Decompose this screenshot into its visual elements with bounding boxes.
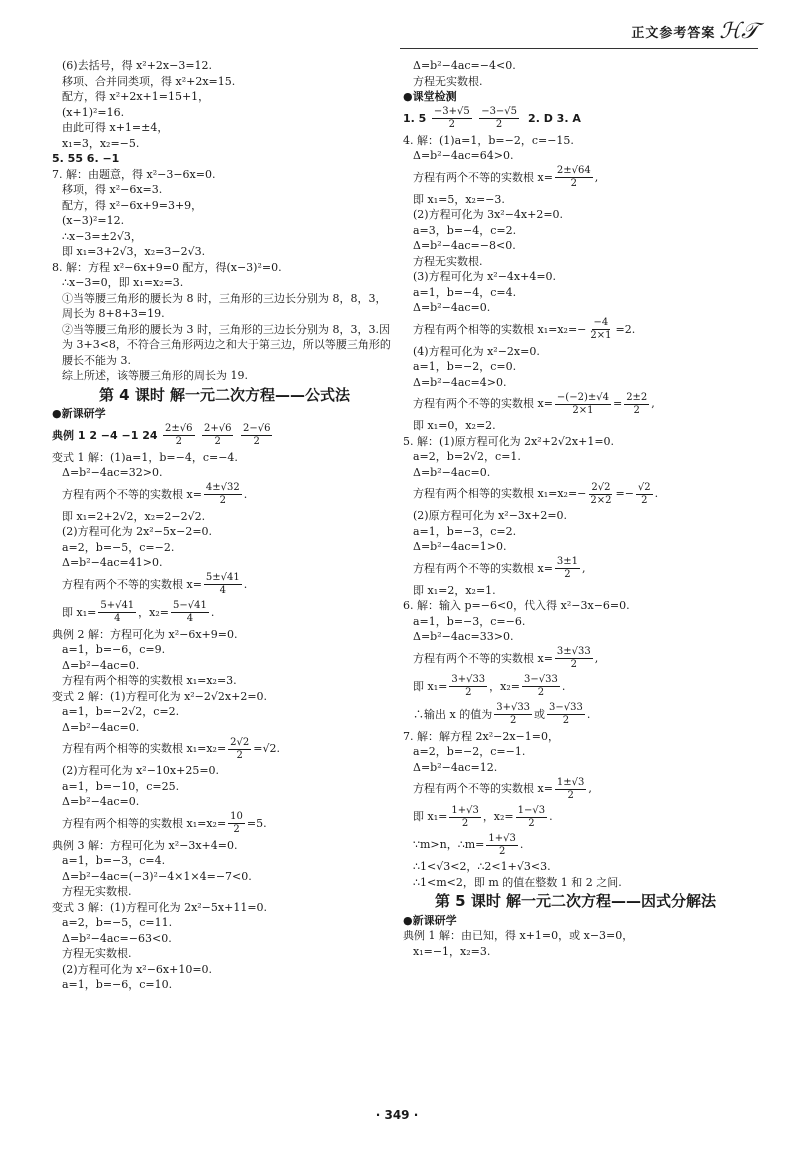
text-line: a=2，b=2√2，c=1. <box>413 450 521 463</box>
brand-logo-icon: ℋ𝒯 <box>719 18 758 44</box>
text-line: 即 x₁=5，x₂=−3. <box>413 192 505 206</box>
fraction: $\frac{2√2}{2\times 2}$ <box>590 481 612 506</box>
formula-line: 方程有两个相等的实数根 x₁=x₂=− $\frac{-4}{2\times 1}$ =2. <box>413 317 636 341</box>
page-number: · 349 · <box>375 1108 419 1122</box>
text-line: a=1，b=−3，c=2. <box>413 524 517 538</box>
variant-line: 变式 3 解：(1)方程可化为 2x²−5x+11=0. <box>52 900 268 914</box>
text-line: Δ=b²−4ac=(−3)²−4×1×4=−7<0. <box>62 869 252 883</box>
text-line: a=1，b=−6，c=9. <box>62 643 166 656</box>
text-line: a=1，b=−6，c=10. <box>62 978 173 991</box>
header-rule <box>400 48 758 49</box>
left-column <box>52 58 397 993</box>
answer-line: 1. 5 $\frac{-3+√5}{2}$ $\frac{-3-√5}{2}$ 2. D 3. A <box>403 106 581 130</box>
formula-line: ∴输出 x 的值为 $\frac{3+√33}{2}$ 或 $\frac{3-√33}{2}$ . <box>413 702 591 726</box>
fraction: $\frac{2√2}{2}$ <box>230 736 250 761</box>
formula-line: ∵m>n，∴m= $\frac{1+√3}{2}$ . <box>413 832 524 857</box>
fraction: $\frac{4\pm√32}{2}$ <box>205 482 240 506</box>
answer-line: 8. 解：方程 x²−6x+9=0 配方，得(x−3)²=0. <box>52 260 282 274</box>
text-line: ∴1<m<2，即 m 的值在整数 1 和 2 之间. <box>413 875 622 889</box>
fraction: $\frac{2\pm√6}{2}$ <box>165 423 193 447</box>
fraction: $\frac{3\pm 1}{2}$ <box>556 556 579 580</box>
text-line: Δ=b²−4ac=0. <box>62 720 140 734</box>
formula-line: 即 x₁= $\frac{5+√41}{4}$ ，x₂= $\frac{5-√41}{4}$ . <box>62 600 215 624</box>
section-title: 第 5 课时 解一元二次方程——因式分解法 <box>434 892 717 910</box>
subsection-title: ●新课研学 <box>403 913 457 927</box>
text-line: (2)方程可化为 x²−10x+25=0. <box>62 764 220 777</box>
text-line: Δ=b²−4ac=−63<0. <box>62 931 172 945</box>
text-line: a=3，b=−4，c=2. <box>413 223 517 237</box>
text-line: (x−3)²=12. <box>62 214 125 227</box>
answer-line: 5. 55 6. −1 <box>52 152 120 165</box>
text-line: (3)方程可化为 x²−4x+4=0. <box>413 270 557 283</box>
header-title: 正文参考答案 <box>631 25 716 41</box>
text-line: a=2，b=−2，c=−1. <box>413 745 526 758</box>
fraction: $\frac{1-√3}{2}$ <box>517 804 546 829</box>
text-line: Δ=b²−4ac=12. <box>413 760 498 774</box>
text-line: ∴1<√3<2，∴2<1+√3<3. <box>413 860 551 873</box>
answer-line: 5. 解：(1)原方程可化为 2x²+2√2x+1=0. <box>403 434 615 448</box>
formula-line: 方程有两个相等的实数根 x₁=x₂= $\frac{2√2}{2}$ =√2. <box>62 736 280 761</box>
text-line: (6)去括号，得 x²+2x−3=12. <box>62 59 213 72</box>
text-line: Δ=b²−4ac=−4<0. <box>413 59 516 72</box>
fraction: $\frac{3-√33}{2}$ <box>524 674 558 698</box>
fraction: $\frac{1+√3}{2}$ <box>451 804 479 829</box>
text-line: 移项，得 x²−6x=3. <box>62 183 163 196</box>
text-line: 综上所述，该等腰三角形的周长为 19. <box>62 369 248 382</box>
fraction: $\frac{3\pm√33}{2}$ <box>556 646 591 670</box>
text-line: 配方，得 x²+2x+1=15+1， <box>62 90 210 103</box>
answer-line: 7. 解：解方程 2x²−2x−1=0， <box>403 729 559 743</box>
text-line: Δ=b²−4ac=0. <box>413 301 491 314</box>
variant-line: 变式 2 解：(1)方程可化为 x²−2√2x+2=0. <box>52 689 268 703</box>
example-text: 典例 1 2 −4 −1 24 <box>52 428 158 442</box>
page-header <box>631 14 758 48</box>
text-line: Δ=b²−4ac=0. <box>413 465 491 479</box>
formula-line: 方程有两个不等的实数根 x= $\frac{3\pm 1}{2}$ , <box>413 556 586 580</box>
fraction: $\frac{√2}{2}$ <box>637 481 651 506</box>
text-line: 即 x₁=2，x₂=1. <box>413 583 496 597</box>
fraction: $\frac{1+√3}{2}$ <box>488 832 516 857</box>
text-line: (2)方程可化为 2x²−5x−2=0. <box>62 525 213 538</box>
answer-line: 7. 解：由题意，得 x²−3−6x=0. <box>52 167 216 181</box>
text-line: (4)方程可化为 x²−2x=0. <box>413 344 540 358</box>
subsection-title: ●课堂检测 <box>403 90 457 103</box>
text-line: Δ=b²−4ac=0. <box>62 795 140 808</box>
text-line: ∴x−3=0，即 x₁=x₂=3. <box>62 276 184 289</box>
fraction: $\frac{3-√33}{2}$ <box>549 702 583 726</box>
text-line: Δ=b²−4ac=1>0. <box>413 540 507 553</box>
text-line: 方程无实数根. <box>413 74 483 88</box>
text-line: (2)原方程可化为 x²−3x+2=0. <box>413 509 568 522</box>
fraction: $\frac{2\pm√64}{2}$ <box>556 165 591 189</box>
fraction: $\frac{-4}{2\times 1}$ <box>590 317 612 341</box>
example-line: 典例 1 解：由已知，得 x+1=0，或 x−3=0， <box>403 929 634 942</box>
text-line: ∴x−3=±2√3， <box>62 229 142 243</box>
text-line: (x+1)²=16. <box>62 105 125 119</box>
text-line: 移项、合并同类项，得 x²+2x=15. <box>62 74 236 88</box>
formula-line: 方程有两个相等的实数根 x₁=x₂= $\frac{10}{2}$ =5. <box>62 811 267 835</box>
text-line: a=1，b=−2，c=0. <box>413 360 517 373</box>
text-line: x₁=3，x₂=−5. <box>62 136 140 150</box>
fraction: $\frac{10}{2}$ <box>230 811 243 835</box>
section-title: 第 4 课时 解一元二次方程——公式法 <box>98 385 351 404</box>
text-line: a=1，b=−4，c=4. <box>413 285 517 299</box>
text-line: a=2，b=−5，c=11. <box>62 916 173 929</box>
text-line: a=1，b=−10，c=25. <box>62 779 180 793</box>
fraction: $\frac{1\pm√3}{2}$ <box>556 776 585 801</box>
text-line: 方程有两个相等的实数根 x₁=x₂=3. <box>62 674 237 687</box>
text-line: Δ=b²−4ac=4>0. <box>413 375 507 389</box>
text-line: a=1，b=−3，c=4. <box>62 854 166 867</box>
formula-line: 方程有两个不等的实数根 x= $\frac{3\pm√33}{2}$ , <box>413 646 599 670</box>
fraction: $\frac{5+√41}{4}$ <box>100 600 135 624</box>
text-line: Δ=b²−4ac=0. <box>62 658 140 672</box>
text-line: Δ=b²−4ac=−8<0. <box>413 239 516 252</box>
fraction: $\frac{-(-2)\pm√4}{2\times 1}$ <box>556 391 609 416</box>
formula-line: 即 x₁= $\frac{1+√3}{2}$ ，x₂= $\frac{1-√3}{2}$ . <box>413 804 553 829</box>
formula-line: 方程有两个不等的实数根 x= $\frac{5\pm√41}{4}$ . <box>62 572 248 596</box>
fraction: $\frac{-3-√5}{2}$ <box>481 106 518 130</box>
formula-line: 方程有两个不等的实数根 x= $\frac{1\pm√3}{2}$ , <box>413 776 592 801</box>
text-paragraph: ②当等腰三角形的腰长为 3 时，三角形的三边长分别为 8，3，3.因为 3+3<8，不符合三角形两边之和大于第三边，所以等腰三角形的腰长不能为 3. <box>62 322 391 367</box>
fraction: $\frac{5-√41}{4}$ <box>173 600 207 624</box>
text-line: a=2，b=−5，c=−2. <box>62 540 175 554</box>
formula-line: 方程有两个不等的实数根 x= $\frac{-(-2)\pm√4}{2\times 1}$ = $\frac{2\pm 2}{2}$ , <box>413 391 655 416</box>
formula-line: 方程有两个不等的实数根 x= $\frac{4\pm√32}{2}$ . <box>62 482 248 506</box>
variant-line: 变式 1 解：(1)a=1，b=−4，c=−4. <box>52 450 238 464</box>
text-line: Δ=b²−4ac=33>0. <box>413 630 514 643</box>
fraction: $\frac{2-√6}{2}$ <box>242 423 271 447</box>
formula-line: 方程有两个不等的实数根 x= $\frac{2\pm√64}{2}$ , <box>413 165 599 189</box>
text-line: 即 x₁=2+2√2，x₂=2−2√2. <box>62 509 206 523</box>
text-line: 配方，得 x²−6x+9=3+9， <box>62 198 203 212</box>
fraction: $\frac{2+√6}{2}$ <box>204 423 232 447</box>
text-paragraph: ①当等腰三角形的腰长为 8 时，三角形的三边长分别为 8，8，3，周长为 8+8+3=19. <box>62 291 387 320</box>
text-line: a=1，b=−3，c=−6. <box>413 614 526 628</box>
fraction: $\frac{5\pm√41}{4}$ <box>205 572 240 596</box>
text-line: Δ=b²−4ac=41>0. <box>62 556 163 569</box>
example-line <box>52 422 397 450</box>
text-line: (2)方程可化为 x²−6x+10=0. <box>62 962 213 976</box>
text-line: 由此可得 x+1=±4， <box>62 121 169 134</box>
right-column <box>403 58 748 959</box>
text-line: 方程无实数根. <box>62 885 132 898</box>
text-line: 方程无实数根. <box>62 947 132 960</box>
answer-line: 6. 解：输入 p=−6<0，代入得 x²−3x−6=0. <box>403 599 630 612</box>
fraction: $\frac{3+√33}{2}$ <box>451 674 486 698</box>
example-line: 典例 3 解：方程可化为 x²−3x+4=0. <box>52 838 238 852</box>
formula-line: 即 x₁= $\frac{3+√33}{2}$ ，x₂= $\frac{3-√33}{2}$ . <box>413 674 566 698</box>
text-line: x₁=−1，x₂=3. <box>413 944 491 958</box>
example-line: 典例 2 解：方程可化为 x²−6x+9=0. <box>52 627 238 641</box>
text-line: 即 x₁=0，x₂=2. <box>413 419 496 432</box>
text-line: Δ=b²−4ac=32>0. <box>62 466 163 479</box>
fraction: $\frac{3+√33}{2}$ <box>496 702 531 726</box>
fraction: $\frac{-3+√5}{2}$ <box>433 106 470 130</box>
text-line: a=1，b=−2√2，c=2. <box>62 705 180 718</box>
subsection-title: ●新课研学 <box>52 407 106 420</box>
text-line: 即 x₁=3+2√3，x₂=3−2√3. <box>62 245 206 258</box>
text-line: (2)方程可化为 3x²−4x+2=0. <box>413 208 564 221</box>
text-line: Δ=b²−4ac=64>0. <box>413 149 514 162</box>
answer-line: 4. 解：(1)a=1，b=−2，c=−15. <box>403 133 574 147</box>
fraction: $\frac{2\pm 2}{2}$ <box>626 391 648 416</box>
text-line: 方程无实数根. <box>413 254 483 268</box>
formula-line: 方程有两个相等的实数根 x₁=x₂=− $\frac{2√2}{2\times 2}$ =− $\frac{√2}{2}$ . <box>413 481 659 506</box>
